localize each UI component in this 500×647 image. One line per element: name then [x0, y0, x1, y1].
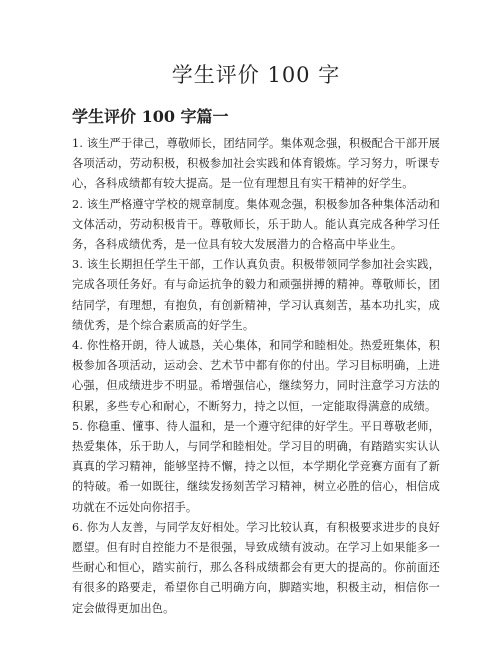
document-title: 学生评价 100 字	[171, 63, 341, 87]
evaluation-paragraph-6: 6. 你为人友善，与同学友好相处。学习比较认真，有积极要求进步的良好愿望。但有时自控能力不是很强，导致成绩有波动。在学习上如果能多一些耐心和恒心，踏实前行，那么各科成绩都会有更大的提高的。你前面还有很多的路要走，希望你自己明确方向，脚踏实地，积极主动，相信你一定会做得更加出色。	[72, 520, 440, 615]
evaluation-paragraph-1: 1. 该生严于律己，尊敬师长，团结同学。集体观念强，积极配合干部开展各项活动，劳动积极，积极参加社会实践和体育锻炼。学习努力，听课专心，各科成绩都有较大提高。是一位有理想且有实干精神的好学生。	[72, 137, 440, 191]
evaluation-paragraph-5: 5. 你稳重、懂事、待人温和，是一个遵守纪律的好学生。平日尊敬老师，热爱集体，乐于助人，与同学和睦相处。学习目的明确，有踏踏实实认认真真的学习精神，能够坚持不懈，持之以恒，本学期化学竞赛方面有了新的特破。希一如既往，继续发扬刻苦学习精神，树立必胜的信心，相信成功就在不远处向你招手。	[72, 419, 440, 514]
evaluation-paragraph-3: 3. 该生长期担任学生干部，工作认真负责。积极带领同学参加社会实践，完成各项任务好。有与命运抗争的毅力和顽强拼搏的精神。尊敬师长，团结同学，有理想，有抱负，有创新精神，学习认真刻苦，基本功扎实，成绩优秀，是个综合素质高的好学生。	[72, 258, 440, 332]
evaluation-paragraph-4: 4. 你性格开朗，待人诚恳，关心集体，和同学和睦相处。热爱班集体，积极参加各项活动，运动会、艺术节中都有你的付出。学习目标明确，上进心强，但成绩进步不明显。希增强信心，继续努力，同时注意学习方法的积累，多些专心和耐心，不断努力，持之以恒，一定能取得满意的成绩。	[72, 339, 440, 413]
section-title: 学生评价 100 字篇一	[72, 107, 229, 126]
evaluation-paragraph-2: 2. 该生严格遵守学校的规章制度。集体观念强，积极参加各种集体活动和文体活动，劳动积极肯干。尊敬师长，乐于助人。能认真完成各种学习任务，各科成绩优秀，是一位具有较大发展潜力的合格高中毕业生。	[72, 197, 440, 252]
